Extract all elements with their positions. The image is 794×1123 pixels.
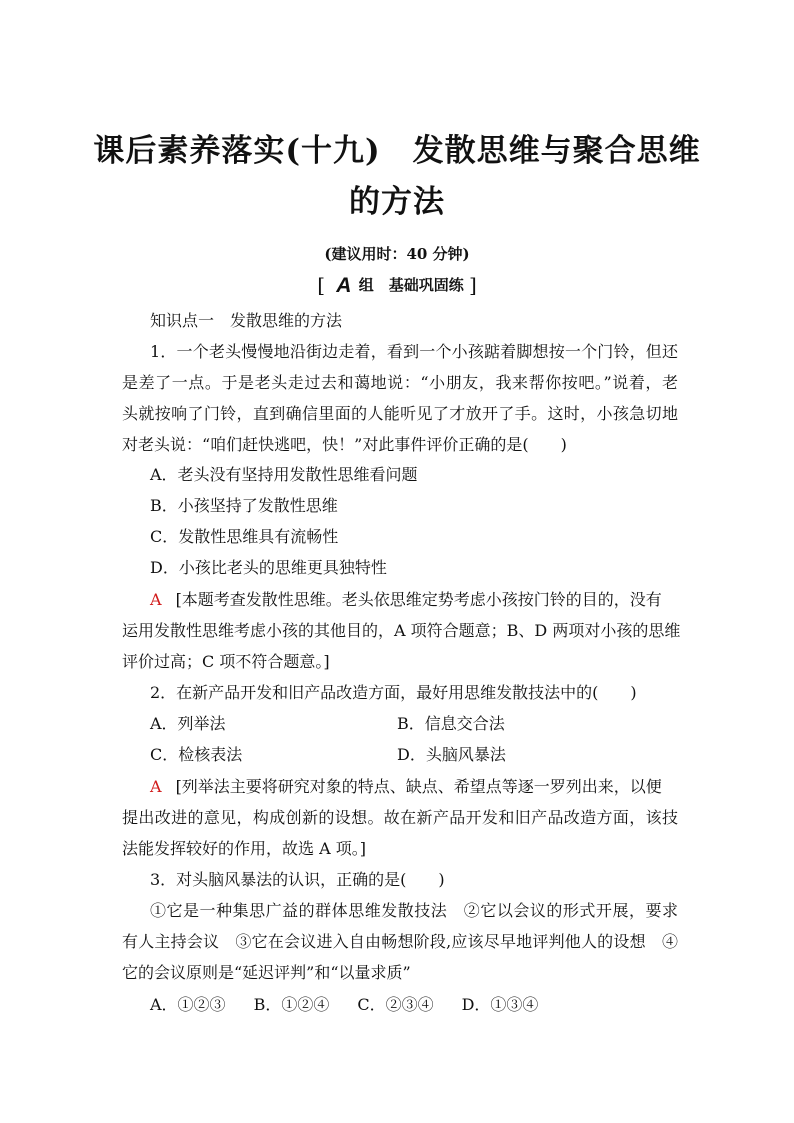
q2-option-c: C．检核表法 <box>150 745 243 764</box>
group-open-bracket: [ <box>317 273 326 297</box>
q2-stem: 2．在新产品开发和旧产品改造方面，最好用思维发散技法中的( ) <box>150 683 637 702</box>
q1-answer: A <box>150 590 162 609</box>
q1-option-b: B．小孩坚持了发散性思维 <box>150 496 338 515</box>
q1-stem-line1: 1．一个老头慢慢地沿街边走着，看到一个小孩踮着脚想按一个门铃，但还 <box>150 342 678 361</box>
q1-option-c: C．发散性思维具有流畅性 <box>150 527 339 546</box>
q2-explanation-line1 <box>150 777 706 797</box>
q3-option-b: B．①②④ <box>253 995 330 1014</box>
group-letter: A <box>336 274 352 297</box>
q2-explanation-text1: [列举法主要将研究对象的特点、缺点、希望点等逐一罗列出来，以便 <box>175 777 662 796</box>
q2-options-row1 <box>150 714 706 734</box>
q3-options-row <box>150 995 706 1015</box>
q1-explanation-text1: [本题考查发散性思维。老头依思维定势考虑小孩按门铃的目的，没有 <box>175 590 662 609</box>
q2-explanation-line2: 提出改进的意见，构成创新的设想。故在新产品开发和旧产品改造方面，该技 <box>122 808 678 827</box>
q1-stem-line2: 是差了一点。于是老头走过去和蔼地说：“小朋友，我来帮你按吧。”说着，老 <box>122 373 678 392</box>
q2-options-row2 <box>150 745 706 765</box>
group-label: 组 基础巩固练 <box>358 276 464 294</box>
suggested-time: (建议用时：40 分钟) <box>324 245 470 263</box>
q1-option-a: A．老头没有坚持用发散性思维看问题 <box>150 465 418 484</box>
q3-option-a: A．①②③ <box>150 995 226 1014</box>
page-title-line2: 的方法 <box>349 184 445 220</box>
q1-option-d: D．小孩比老头的思维更具独特性 <box>150 558 387 577</box>
q3-stem: 3．对头脑风暴法的认识，正确的是( ) <box>150 870 445 889</box>
q1-stem-line4: 对老头说：“咱们赶快逃吧，快！”对此事件评价正确的是( ) <box>122 435 567 454</box>
q2-answer: A <box>150 777 162 796</box>
q2-option-b: B．信息交合法 <box>397 714 505 733</box>
q1-explanation-line3: 评价过高；C 项不符合题意。] <box>122 652 330 671</box>
q2-option-d: D．头脑风暴法 <box>397 745 506 764</box>
q1-explanation-line2: 运用发散性思维考虑小孩的其他目的，A 项符合题意；B、D 两项对小孩的思维 <box>122 621 681 640</box>
q3-option-c: C．②③④ <box>357 995 434 1014</box>
q3-statement-line2: 有人主持会议 ③它在会议进入自由畅想阶段,应该尽早地评判他人的设想 ④ <box>122 932 678 951</box>
q2-explanation-line3: 法能发挥较好的作用，故选 A 项。] <box>122 839 366 858</box>
q2-option-a: A．列举法 <box>150 714 226 733</box>
group-close-bracket: ] <box>468 273 477 297</box>
q3-statement-line1: ①它是一种集思广益的群体思维发散技法 ②它以会议的形式开展，要求 <box>150 901 678 920</box>
page-title-line1: 课后素养落实(十九) 发散思维与聚合思维 <box>93 133 701 169</box>
knowledge-point-heading: 知识点一 发散思维的方法 <box>150 311 343 330</box>
q1-explanation-line1 <box>150 590 706 610</box>
q3-statement-line3: 它的会议原则是“延迟评判”和“以量求质” <box>122 963 411 982</box>
q1-stem-line3: 头就按响了门铃，直到确信里面的人能听见了才放开了手。这时，小孩急切地 <box>122 404 678 423</box>
group-heading <box>0 273 794 298</box>
q3-option-d: D．①③④ <box>461 995 539 1014</box>
